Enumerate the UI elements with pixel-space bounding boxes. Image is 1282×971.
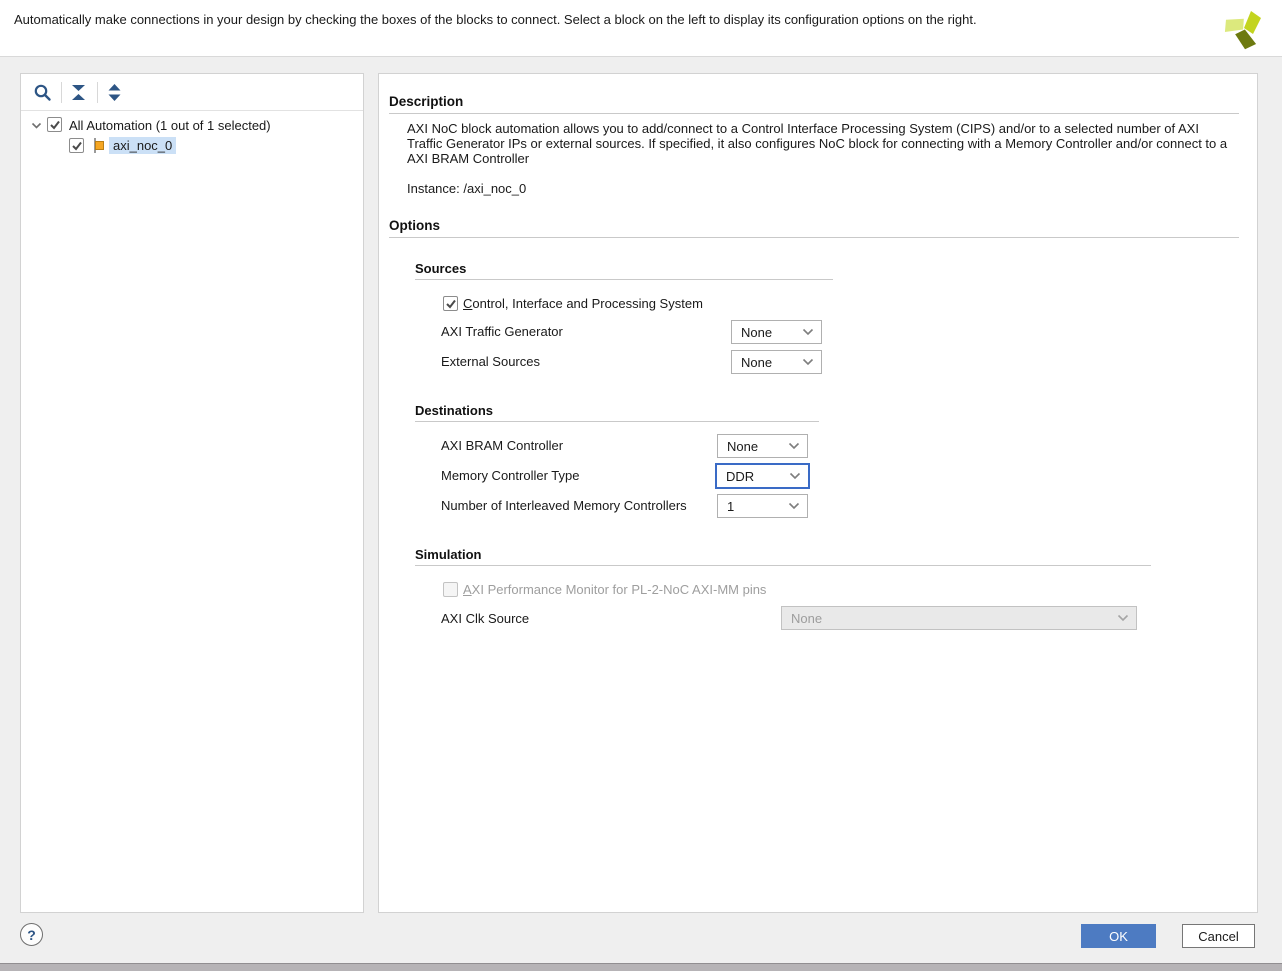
expand-all-icon[interactable] [105, 83, 124, 102]
chevron-down-icon [802, 358, 814, 366]
divider [415, 565, 1151, 566]
num-interleaved-mc-label: Number of Interleaved Memory Controllers [441, 498, 687, 513]
toolbar-divider [61, 82, 62, 103]
toolbar-divider [97, 82, 98, 103]
banner-text: Automatically make connections in your design by checking the boxes of the blocks to connect. Select a block on the left to display its configuration options on the right. [14, 12, 977, 27]
destinations-heading: Destinations [415, 403, 494, 418]
memory-controller-type-select[interactable] [715, 463, 810, 489]
all-automation-checkbox[interactable] [47, 117, 62, 132]
chevron-down-icon [788, 442, 800, 450]
collapse-all-icon[interactable] [69, 83, 88, 102]
axi-bram-controller-select[interactable] [717, 434, 808, 458]
pinwheel-logo [1220, 4, 1268, 52]
axi-noc-0-checkbox[interactable] [69, 138, 84, 153]
chevron-down-icon[interactable] [31, 122, 42, 130]
window-bottom-edge [0, 963, 1282, 971]
tree-toolbar [21, 74, 363, 111]
external-sources-label: External Sources [441, 354, 540, 369]
num-interleaved-mc-value: 1 [727, 498, 735, 514]
axi-bram-controller-label: AXI BRAM Controller [441, 438, 564, 453]
axi-traffic-generator-select[interactable] [731, 320, 822, 344]
axi-traffic-generator-value: None [741, 324, 773, 340]
axi-traffic-generator-label: AXI Traffic Generator [441, 324, 563, 339]
chevron-down-icon [1117, 614, 1129, 622]
automation-tree-panel [20, 73, 364, 913]
tree-label-axi-noc-0: axi_noc_0 [109, 137, 176, 154]
cancel-button[interactable]: Cancel [1182, 924, 1255, 948]
external-sources-select[interactable] [731, 350, 822, 374]
cips-checkbox[interactable] [443, 296, 458, 311]
description-heading: Description [389, 94, 464, 109]
help-icon: ? [27, 926, 36, 943]
options-heading: Options [389, 218, 440, 233]
memory-controller-type-label: Memory Controller Type [441, 468, 580, 483]
external-sources-value: None [741, 354, 773, 370]
cips-checkbox-label: Control, Interface and Processing System [463, 296, 703, 311]
perf-monitor-checkbox [443, 582, 458, 597]
axi-clk-source-value: None [791, 610, 823, 626]
divider [415, 279, 833, 280]
chevron-down-icon [802, 328, 814, 336]
configuration-panel [378, 73, 1258, 913]
instruction-banner [0, 0, 1282, 57]
instance-text: Instance: /axi_noc_0 [407, 181, 527, 196]
axi-clk-source-label: AXI Clk Source [441, 611, 530, 626]
axi-bram-controller-value: None [727, 438, 759, 454]
num-interleaved-mc-select[interactable] [717, 494, 808, 518]
chevron-down-icon [789, 472, 801, 480]
divider [389, 237, 1239, 238]
help-button[interactable] [20, 923, 43, 946]
memory-controller-type-value: DDR [726, 468, 755, 484]
ip-block-icon [90, 138, 105, 153]
tree-label-all-automation: All Automation (1 out of 1 selected) [69, 118, 271, 133]
divider [389, 113, 1239, 114]
axi-clk-source-select [781, 606, 1137, 630]
sources-heading: Sources [415, 261, 467, 276]
divider [415, 421, 819, 422]
ok-button[interactable]: OK [1081, 924, 1156, 948]
search-icon[interactable] [33, 83, 52, 102]
perf-monitor-checkbox-label: AXI Performance Monitor for PL-2-NoC AXI-MM pins [463, 582, 767, 597]
description-body: AXI NoC block automation allows you to add/connect to a Control Interface Processing System (CIPS) and/or to a selected number of AXI Traffic Generator IPs or external sources. If specified, it also configures NoC block for connecting with a Memory Controller and/or connect to a AXI BRAM Controller [407, 121, 1228, 166]
chevron-down-icon [788, 502, 800, 510]
simulation-heading: Simulation [415, 547, 482, 562]
